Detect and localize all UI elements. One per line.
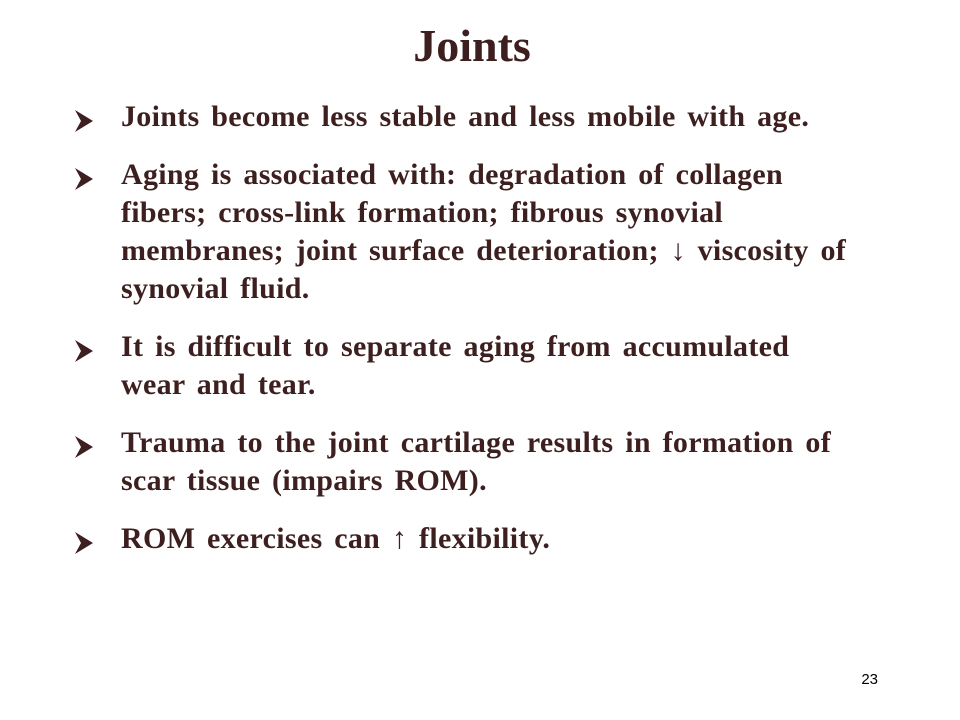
bullet-text: Aging is associated with: degradation of collagen fibers; cross-link formation; fibrous synovial membranes; joint surface deterioration; ↓ viscosity of synovial fluid. [121, 158, 847, 305]
arrowhead-bullet-icon [75, 168, 93, 190]
arrowhead-bullet-icon [75, 340, 93, 362]
slide-title: Joints [413, 20, 531, 71]
arrowhead-bullet-icon [75, 110, 93, 132]
arrowhead-bullet-icon [75, 436, 93, 458]
bullet-text: ROM exercises can ↑ flexibility. [121, 522, 551, 555]
arrowhead-bullet-icon [75, 532, 93, 554]
bullet-item [75, 156, 855, 308]
bullet-list [75, 98, 855, 578]
bullet-item [75, 98, 855, 136]
bullet-item [75, 424, 855, 500]
bullet-text: It is difficult to separate aging from accumulated wear and tear. [121, 330, 790, 401]
page-number: 23 [861, 671, 878, 688]
bullet-text: Joints become less stable and less mobile with age. [121, 100, 810, 133]
bullet-item [75, 520, 855, 558]
bullet-text: Trauma to the joint cartilage results in formation of scar tissue (impairs ROM). [121, 426, 832, 497]
bullet-item [75, 328, 855, 404]
